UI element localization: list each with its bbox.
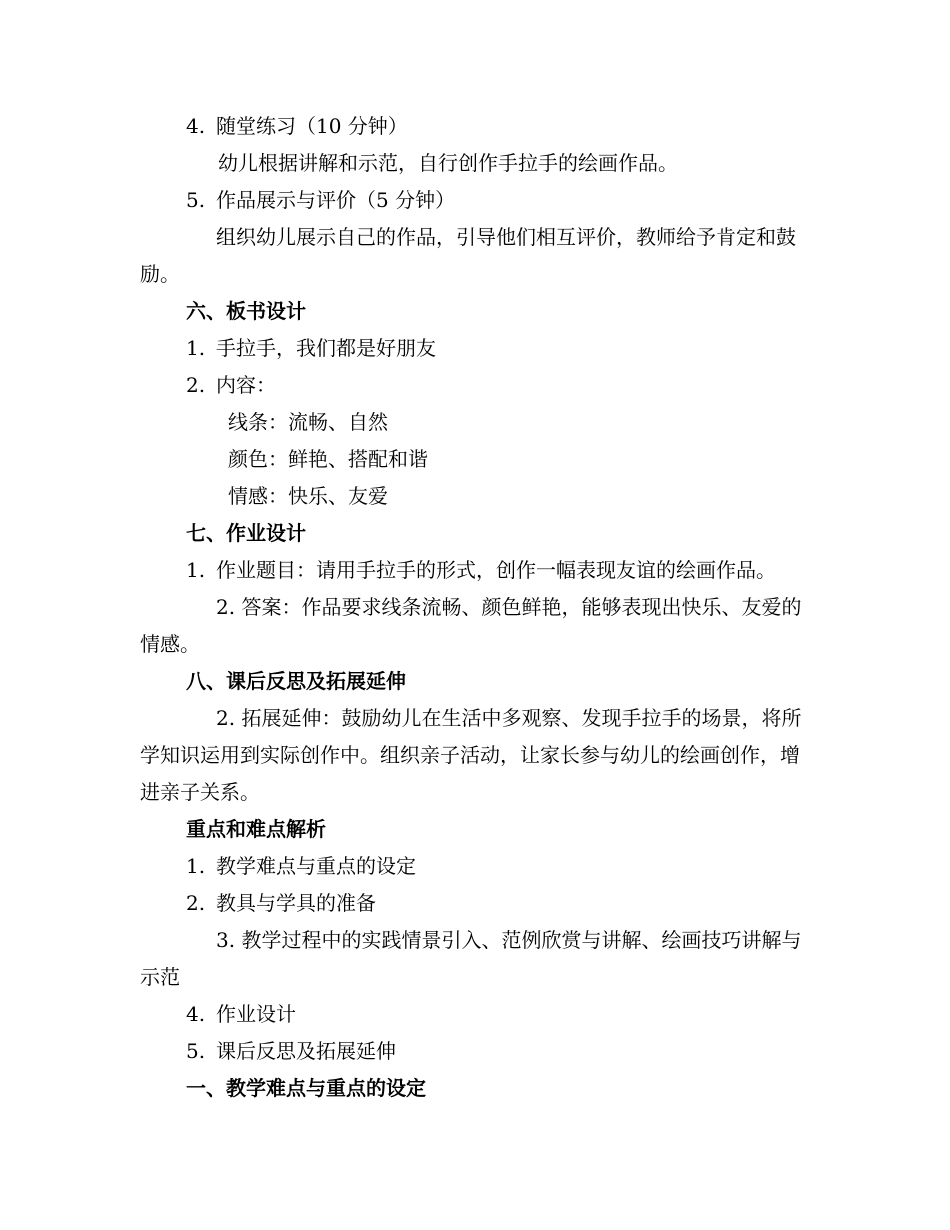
list-text: 随堂练习（10 分钟） [216,114,408,138]
content-line-colors: 颜色：鲜艳、搭配和谐 [228,447,428,471]
content-line-lines: 线条：流畅、自然 [228,410,388,434]
reflection-extension: 2. 拓展延伸：鼓励幼儿在生活中多观察、发现手拉手的场景，将所学知识运用到实际创作中。组织亲子活动，让家长参与幼儿的绘画创作，增进亲子关系。 [140,706,802,804]
list-item [0,996,826,1033]
list-item-practice [0,108,826,145]
content-line-emotion: 情感：快乐、友爱 [228,484,388,508]
list-item-showcase [0,182,826,219]
practice-description: 幼儿根据讲解和示范，自行创作手拉手的绘画作品。 [218,151,678,175]
section-heading-reflection: 八、课后反思及拓展延伸 [186,669,406,693]
list-item [0,552,866,589]
section-heading-key-points: 重点和难点解析 [186,817,326,841]
list-number: 2. [186,891,206,915]
list-text: 作业题目：请用手拉手的形式，创作一幅表现友谊的绘画作品。 [216,558,776,582]
homework-answer: 2. 答案：作品要求线条流畅、颜色鲜艳，能够表现出快乐、友爱的情感。 [140,595,802,656]
list-text: 教具与学具的准备 [216,891,376,915]
content-flow [0,108,950,1107]
list-number: 1. [186,854,206,878]
list-number: 1. [186,336,206,360]
list-text: 作品展示与评价（5 分钟） [216,188,456,212]
list-number: 2. [186,373,206,397]
list-text: 教学难点与重点的设定 [216,854,416,878]
section-heading-difficulty: 一、教学难点与重点的设定 [186,1076,426,1100]
list-number: 4. [186,114,206,138]
list-item [0,367,826,404]
list-text: 手拉手，我们都是好朋友 [216,336,436,360]
list-number: 5. [186,188,206,212]
list-item [0,1033,826,1070]
list-item-wrapped: 3. 教学过程中的实践情景引入、范例欣赏与讲解、绘画技巧讲解与示范 [140,928,802,989]
list-number: 4. [186,1002,206,1026]
list-item [0,848,826,885]
list-number: 1. [186,558,206,582]
showcase-description: 组织幼儿展示自己的作品，引导他们相互评价，教师给予肯定和鼓励。 [140,225,796,286]
list-item [0,330,826,367]
section-heading-homework: 七、作业设计 [186,521,306,545]
list-text: 内容： [216,373,276,397]
list-text: 课后反思及拓展延伸 [216,1039,396,1063]
list-number: 5. [186,1039,206,1063]
list-text: 作业设计 [216,1002,296,1026]
section-heading-board-design: 六、板书设计 [186,299,306,323]
list-item [0,885,826,922]
